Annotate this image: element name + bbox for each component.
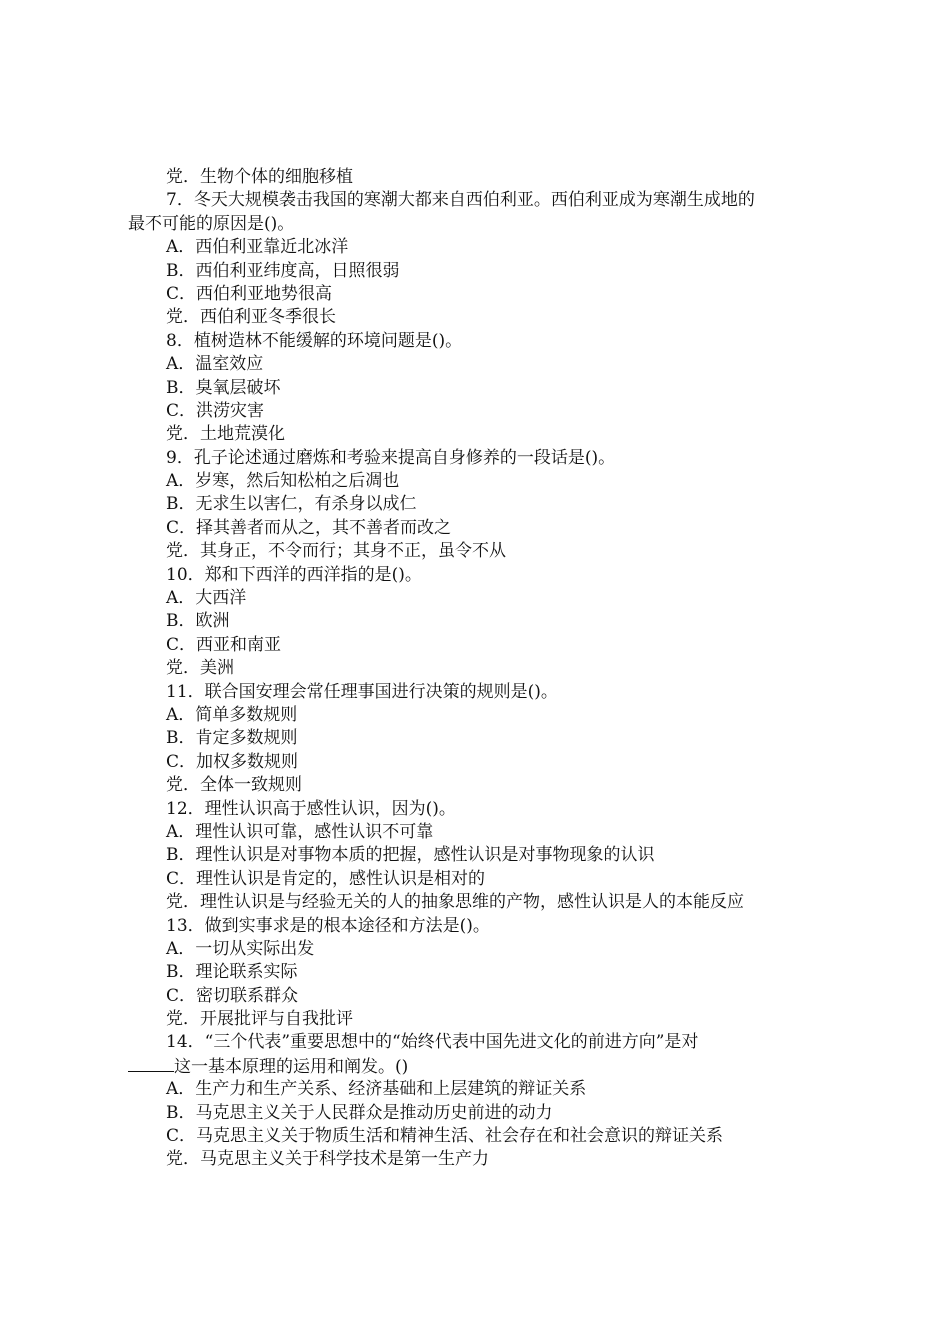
line-text: 党．其身正，不令而行；其身不正，虽令不从 [166, 541, 506, 562]
line-text: 党．生物个体的细胞移植 [166, 167, 353, 187]
line-text: A．温室效应 [166, 354, 264, 375]
line-text: 党．美洲 [166, 658, 234, 679]
question-line [0, 189, 950, 212]
question-continuation [0, 1055, 950, 1078]
question-line [0, 915, 950, 938]
option-line [0, 844, 950, 867]
fill-in-blank [128, 1055, 174, 1072]
option-line [0, 938, 950, 961]
option-line [0, 985, 950, 1008]
line-text: 13．做到实事求是的根本途径和方法是()。 [166, 915, 490, 936]
question-line [0, 447, 950, 470]
line-text: C．择其善者而从之，其不善者而改之 [166, 517, 452, 538]
line-text: B．理论联系实际 [166, 962, 298, 983]
line-text: A．一切从实际出发 [166, 938, 315, 959]
line-text: 8．植树造林不能缓解的环境问题是()。 [166, 330, 463, 351]
question-line [0, 564, 950, 587]
option-line [0, 1078, 950, 1101]
line-text: 10．郑和下西洋的西洋指的是()。 [166, 564, 422, 585]
line-text: A．西伯利亚靠近北冰洋 [166, 237, 349, 258]
line-text: 党．全体一致规则 [166, 775, 302, 796]
option-line [0, 166, 950, 189]
line-text: A．简单多数规则 [166, 704, 298, 725]
option-line [0, 400, 950, 423]
line-text: 党．土地荒漠化 [166, 424, 285, 445]
option-line [0, 377, 950, 400]
option-line [0, 868, 950, 891]
option-line [0, 704, 950, 727]
line-text: B．理性认识是对事物本质的把握，感性认识是对事物现象的认识 [166, 845, 655, 866]
option-line [0, 517, 950, 540]
option-line [0, 634, 950, 657]
line-text: B．肯定多数规则 [166, 728, 298, 749]
line-text: B．西伯利亚纬度高，日照很弱 [166, 260, 400, 281]
line-text: 这一基本原理的运用和阐发。() [174, 1056, 409, 1077]
question-line [0, 330, 950, 353]
line-text: C．西亚和南亚 [166, 634, 282, 655]
option-line [0, 423, 950, 446]
line-text: 12．理性认识高于感性认识，因为()。 [166, 798, 456, 819]
option-line [0, 1148, 950, 1171]
option-line [0, 470, 950, 493]
line-text: A．岁寒，然后知松柏之后凋也 [166, 471, 400, 492]
line-text: A．大西洋 [166, 588, 247, 609]
option-line [0, 306, 950, 329]
question-line [0, 681, 950, 704]
option-line [0, 283, 950, 306]
line-text: 14．“三个代表”重要思想中的“始终代表中国先进文化的前进方向”是对 [166, 1032, 699, 1053]
option-line [0, 1125, 950, 1148]
line-text: C．西伯利亚地势很高 [166, 283, 333, 304]
line-text: B．欧洲 [166, 611, 230, 632]
option-line [0, 751, 950, 774]
option-line [0, 1008, 950, 1031]
option-line [0, 891, 950, 914]
question-continuation [0, 213, 950, 236]
option-line [0, 587, 950, 610]
question-line [0, 1031, 950, 1054]
option-line [0, 657, 950, 680]
option-line [0, 1102, 950, 1125]
line-text: 党．马克思主义关于科学技术是第一生产力 [166, 1149, 489, 1170]
option-line [0, 821, 950, 844]
line-text: 11．联合国安理会常任理事国进行决策的规则是()。 [166, 681, 558, 702]
option-line [0, 493, 950, 516]
document-page [0, 166, 950, 1172]
line-text: 党．开展批评与自我批评 [166, 1009, 353, 1030]
option-line [0, 260, 950, 283]
line-text: C．洪涝灾害 [166, 400, 265, 421]
line-text: C．密切联系群众 [166, 985, 299, 1006]
option-line [0, 236, 950, 259]
line-text: 7．冬天大规模袭击我国的寒潮大都来自西伯利亚。西伯利亚成为寒潮生成地的 [166, 190, 755, 211]
line-text: B．马克思主义关于人民群众是推动历史前进的动力 [166, 1102, 553, 1123]
option-line [0, 727, 950, 750]
line-text: 最不可能的原因是()。 [128, 213, 295, 234]
question-line [0, 798, 950, 821]
line-text: C．加权多数规则 [166, 751, 299, 772]
line-text: 党．理性认识是与经验无关的人的抽象思维的产物，感性认识是人的本能反应 [166, 892, 744, 913]
option-line [0, 540, 950, 563]
line-text: 9．孔子论述通过磨炼和考验来提高自身修养的一段话是()。 [166, 447, 616, 468]
line-text: C．马克思主义关于物质生活和精神生活、社会存在和社会意识的辩证关系 [166, 1126, 724, 1147]
line-text: A．生产力和生产关系、经济基础和上层建筑的辩证关系 [166, 1079, 587, 1100]
line-text: A．理性认识可靠，感性认识不可靠 [166, 821, 434, 842]
option-line [0, 353, 950, 376]
line-text: 党．西伯利亚冬季很长 [166, 307, 336, 328]
line-text: C．理性认识是肯定的，感性认识是相对的 [166, 868, 486, 889]
line-text: B．臭氧层破坏 [166, 377, 281, 398]
option-line [0, 961, 950, 984]
line-text: B．无求生以害仁，有杀身以成仁 [166, 494, 417, 515]
option-line [0, 774, 950, 797]
option-line [0, 610, 950, 633]
